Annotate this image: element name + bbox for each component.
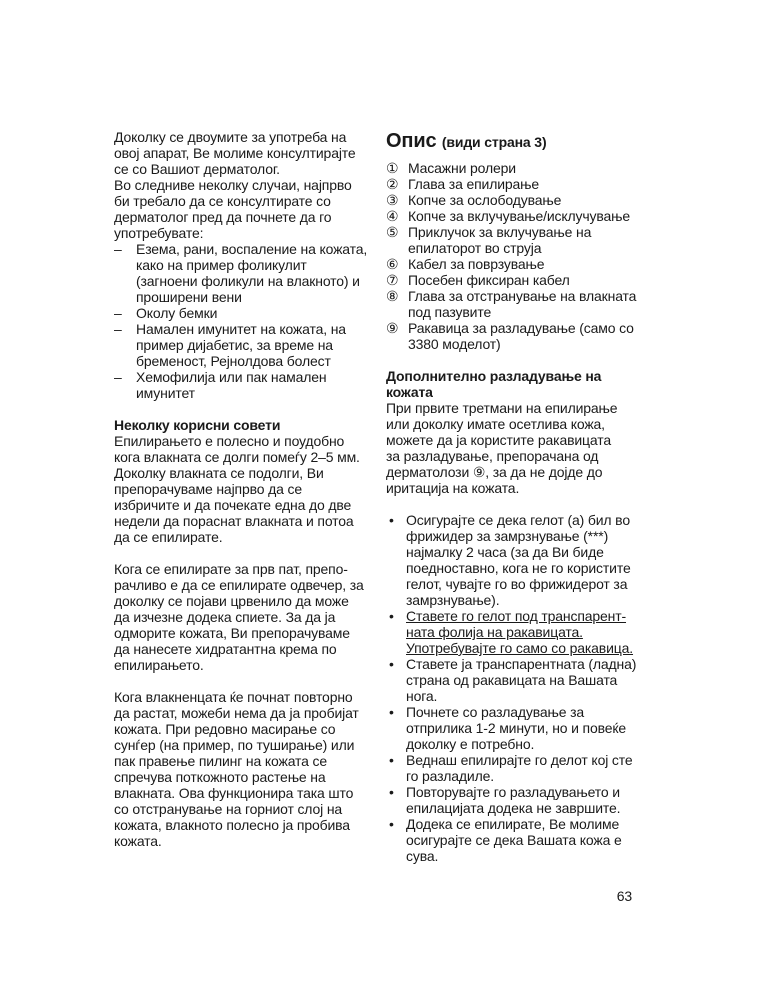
dash-marker: – <box>114 321 122 337</box>
list-item <box>386 320 662 352</box>
contraindication-list <box>114 241 380 401</box>
number-marker: ② <box>386 176 399 192</box>
bullet-marker: • <box>389 656 394 672</box>
list-item-text: Околу бемки <box>136 305 218 321</box>
list-item-text: Ракавица за разладување (само со 3380 моделот) <box>408 320 634 352</box>
list-item-text: Масажни ролери <box>408 160 516 176</box>
list-item <box>114 321 380 369</box>
list-item <box>386 512 662 608</box>
list-item <box>114 305 380 321</box>
list-item <box>114 241 380 305</box>
parts-list <box>386 160 662 352</box>
list-item <box>114 369 380 401</box>
list-item <box>386 816 662 864</box>
number-marker: ⑥ <box>386 256 399 272</box>
list-item-text: Веднаш епилирајте го делот кој сте го разладиле. <box>406 752 633 784</box>
list-item <box>386 160 662 176</box>
list-item-text: Ставете го гелот под транспарент- ната фолија на ракавицата. Употребувајте го само со ракавица. <box>406 608 634 656</box>
page-number: 63 <box>616 888 632 904</box>
bullet-marker: • <box>389 816 394 832</box>
number-marker: ⑤ <box>386 224 399 240</box>
intro-paragraph: Доколку се двоумите за употреба на овој апарат, Ве молиме консултирајте се со Вашиот дерматолог. Во следниве неколку случаи, најпрво би требало да се консултирате со дерматолог пред да почнете да го употребувате: <box>114 129 356 241</box>
list-item-text: Глава за отстранување на влакната под пазувите <box>408 288 637 320</box>
right-column <box>386 130 662 904</box>
list-item <box>386 256 662 272</box>
cooling-heading: Дополнително разладување на кожата <box>386 368 602 400</box>
number-marker: ⑧ <box>386 288 399 304</box>
list-item <box>386 192 662 208</box>
number-marker: ③ <box>386 192 399 208</box>
list-item <box>386 224 662 256</box>
list-item-text: Хемофилија или пак намален имунитет <box>136 369 327 401</box>
list-item <box>386 752 662 784</box>
list-item <box>386 784 662 816</box>
list-item-text: Копче за вклучување/исклучување <box>408 208 631 224</box>
list-item <box>386 272 662 288</box>
bullet-marker: • <box>389 784 394 800</box>
tips-paragraph-1: Епилирањето е полесно и поудобно кога влакната се долги помеѓу 2–5 мм. Доколку влакната се подолги, Ви препорачуваме најпрво да се избричите и да почекате една до две недели да пораснат влакната и потоа да се епилирате. <box>114 433 360 545</box>
list-item-text: Додека се епилирате, Ве молиме осигурајте се дека Вашата кожа е сува. <box>406 816 622 864</box>
tips-paragraph-2: Кога се епилирате за прв пат, препо- рачливо е да се епилирате одвечер, за доколку се појави црвенило да може да изчезне додека спиете. За да ја одморите кожата, Ви препорачуваме да нанесете хидратантна крема по епилирањето. <box>114 561 364 673</box>
tips-paragraph-3: Кога влакненцата ќе почнат повторно да растат, можеби нема да ја пробијат кожата. При редовно масирање со сунѓер (на пример, по туширање) или пак правење пилинг на кожата се спречува поткожното растење на влакната. Ова функционира така што со отстранување на горниот слој на кожата, влакното полесно ја пробива кожата. <box>114 689 359 849</box>
cooling-steps-list <box>386 512 662 864</box>
list-item <box>386 704 662 752</box>
list-item <box>386 608 662 656</box>
cooling-paragraph: При првите третмани на епилирање или доколку имате осетлива кожа, можете да ја користите ракавицата за разладување, препорачана од дерматолози ⑨, за да не дојде до иритација на кожата. <box>386 400 618 496</box>
bullet-marker: • <box>389 704 394 720</box>
list-item <box>386 288 662 320</box>
bullet-marker: • <box>389 608 394 624</box>
list-item-text: Почнете со разладување за отприлика 1-2 минути, но и повеќе доколку е потребно. <box>406 704 627 752</box>
list-item-text: Ставете ја транспарентната (ладна) страна од ракавицата на Вашата нога. <box>406 656 637 704</box>
list-item <box>386 656 662 704</box>
section-title <box>386 130 662 153</box>
list-item-text: Кабел за поврзување <box>408 256 545 272</box>
title-text: Опис <box>386 130 437 152</box>
number-marker: ⑦ <box>386 272 399 288</box>
dash-marker: – <box>114 305 122 321</box>
list-item-text: Глава за епилирање <box>408 176 540 192</box>
list-item <box>386 176 662 192</box>
tips-heading: Неколку корисни совети <box>114 417 281 433</box>
list-item-text: Посебен фиксиран кабел <box>408 272 570 288</box>
title-note: (види страна 3) <box>441 134 547 150</box>
list-item-text: Езема, рани, воспаление на кожата, како на пример фоликулит (загноени фоликули на влакното) и проширени вени <box>136 241 368 305</box>
list-item-text: Осигурајте се дека гелот (а) бил во фрижидер за замрзнување (***) најмалку 2 часа (за да Ви биде поедноставно, кога не го користите гелот, чувајте го во фрижидерот за замрзнување). <box>406 512 631 608</box>
list-item-text: Повторувајте го разладувањето и епилацијата додека не завршите. <box>406 784 621 816</box>
number-marker: ④ <box>386 208 399 224</box>
bullet-marker: • <box>389 512 394 528</box>
list-item-text: Копче за ослободување <box>408 192 562 208</box>
dash-marker: – <box>114 241 122 257</box>
number-marker: ① <box>386 160 399 176</box>
list-item-text: Приклучок за вклучување на епилаторот во струја <box>408 224 592 256</box>
list-item <box>386 208 662 224</box>
left-column <box>114 129 380 849</box>
number-marker: ⑨ <box>386 320 399 336</box>
bullet-marker: • <box>389 752 394 768</box>
dash-marker: – <box>114 369 122 385</box>
list-item-text: Намален имунитет на кожата, на пример дијабетис, за време на бременост, Рејнолдова болест <box>136 321 346 369</box>
